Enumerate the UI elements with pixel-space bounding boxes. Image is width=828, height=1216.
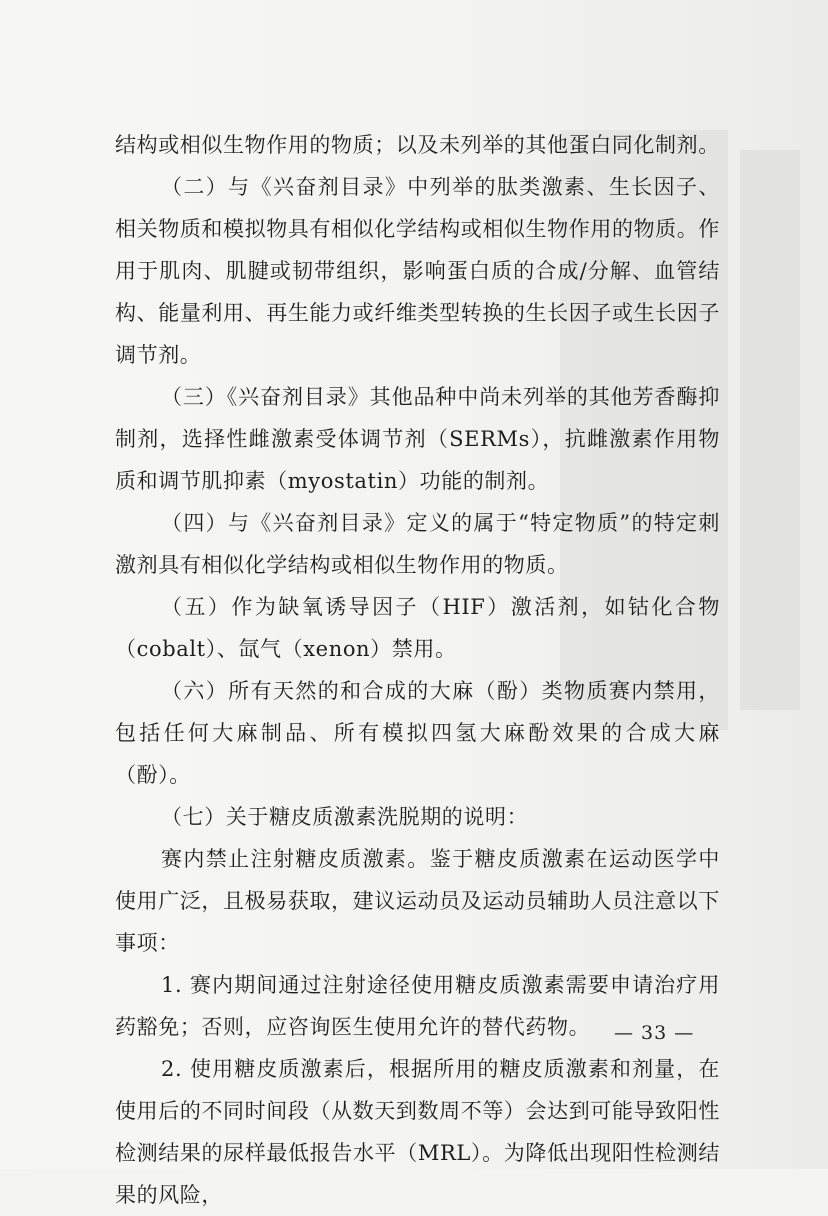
paragraph: 结构或相似生物作用的物质；以及未列举的其他蛋白同化制剂。	[115, 133, 720, 157]
bleed-through-shadow	[740, 150, 800, 710]
body-text	[115, 124, 720, 1216]
paragraph: （五）作为缺氧诱导因子（HIF）激活剂，如钴化合物（cobalt）、氙气（xenon）禁用。	[115, 595, 720, 661]
paragraph: （二）与《兴奋剂目录》中列举的肽类激素、生长因子、相关物质和模拟物具有相似化学结构或相似生物作用的物质。作用于肌肉、肌腱或韧带组织，影响蛋白质的合成/分解、血管结构、能量利用、再生能力或纤维类型转换的生长因子或生长因子调节剂。	[115, 175, 720, 367]
paragraph: （三）《兴奋剂目录》其他品种中尚未列举的其他芳香酶抑制剂，选择性雌激素受体调节剂（SERMs），抗雌激素作用物质和调节肌抑素（myostatin）功能的制剂。	[115, 385, 720, 493]
paragraph: （四）与《兴奋剂目录》定义的属于“特定物质”的特定刺激剂具有相似化学结构或相似生物作用的物质。	[115, 511, 720, 577]
page-number: — 33 —	[614, 1022, 695, 1044]
paragraph: 1. 赛内期间通过注射途径使用糖皮质激素需要申请治疗用药豁免；否则，应咨询医生使用允许的替代药物。	[115, 973, 720, 1039]
paragraph: （六）所有天然的和合成的大麻（酚）类物质赛内禁用，包括任何大麻制品、所有模拟四氢大麻酚效果的合成大麻（酚）。	[115, 679, 720, 787]
paragraph: 2. 使用糖皮质激素后，根据所用的糖皮质激素和剂量，在使用后的不同时间段（从数天到数周不等）会达到可能导致阳性检测结果的尿样最低报告水平（MRL）。为降低出现阳性检测结果的风险，	[115, 1057, 720, 1207]
paragraph: 赛内禁止注射糖皮质激素。鉴于糖皮质激素在运动医学中使用广泛，且极易获取，建议运动员及运动员辅助人员注意以下事项：	[115, 847, 720, 955]
paragraph: （七）关于糖皮质激素洗脱期的说明：	[161, 805, 529, 829]
